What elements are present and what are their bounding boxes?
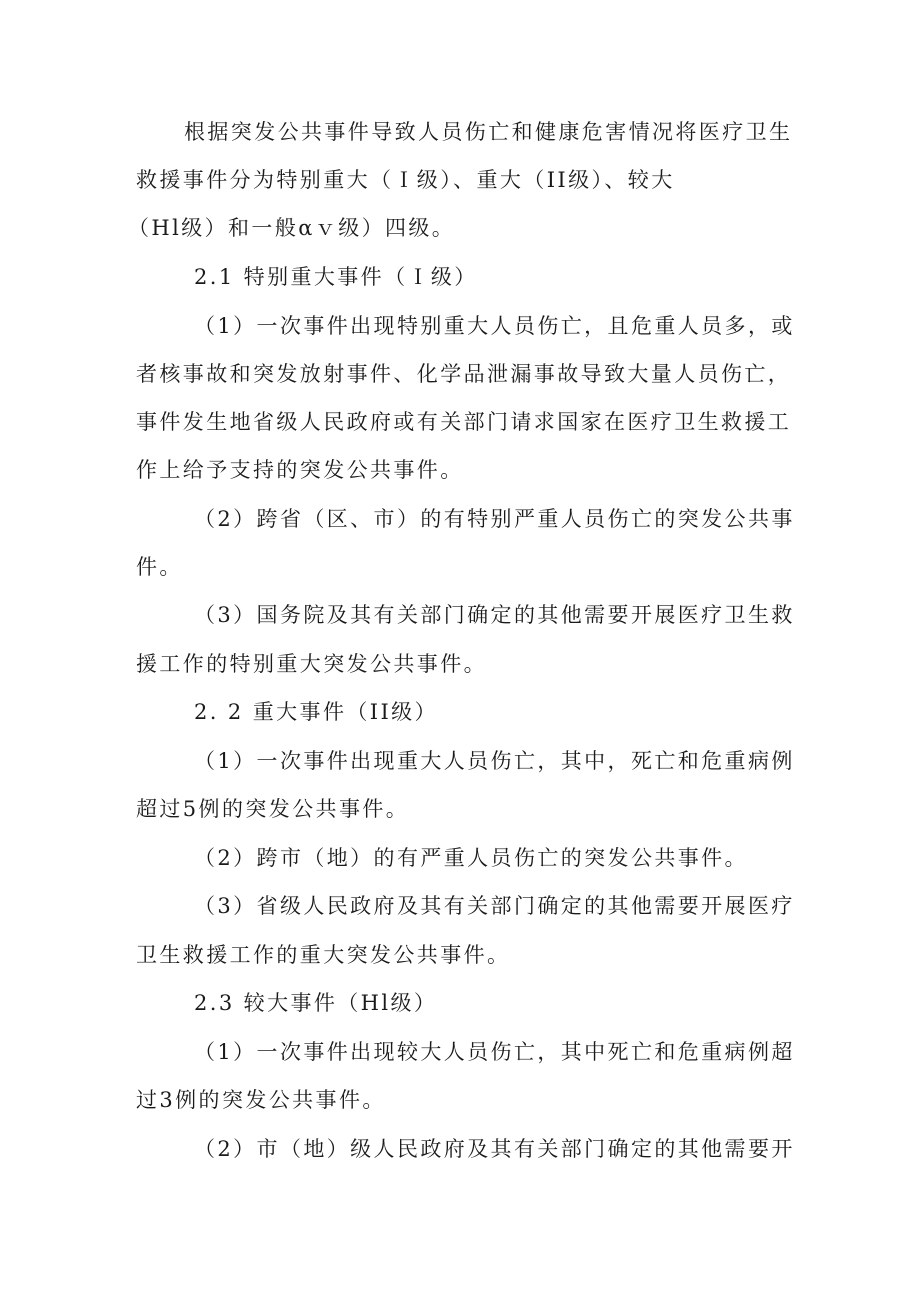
paragraph-line: （Hl级）和一般αｖ级）四级。 [128, 216, 456, 240]
paragraph-line: （1）一次事件出现重大人员伤亡，其中，死亡和危重病例 [194, 749, 795, 773]
paragraph-line: （2）跨省（区、市）的有特别严重人员伤亡的突发公共事 [194, 507, 795, 531]
paragraph-line: （2）市（地）级人民政府及其有关部门确定的其他需要开 [194, 1137, 795, 1161]
section-heading: 2. 2 重大事件（II级） [194, 700, 438, 724]
paragraph-line: （1）一次事件出现特别重大人员伤亡，且危重人员多，或 [194, 314, 795, 338]
paragraph-line: （3）省级人民政府及其有关部门确定的其他需要开展医疗 [194, 894, 795, 918]
paragraph-line: （1）一次事件出现较大人员伤亡，其中死亡和危重病例超 [194, 1040, 795, 1064]
paragraph-line: 根据突发公共事件导致人员伤亡和健康危害情况将医疗卫生 [184, 120, 793, 144]
paragraph-line: （2）跨市（地）的有严重人员伤亡的突发公共事件。 [194, 846, 748, 870]
paragraph-line: 超过5例的突发公共事件。 [136, 797, 410, 821]
paragraph-line: （3）国务院及其有关部门确定的其他需要开展医疗卫生救 [194, 603, 795, 627]
paragraph-line: 者核事故和突发放射事件、化学品泄漏事故导致大量人员伤亡， [136, 362, 792, 386]
paragraph-line: 作上给予支持的突发公共事件。 [136, 458, 464, 482]
paragraph-line: 援工作的特别重大突发公共事件。 [136, 652, 487, 676]
section-heading: 2.3 较大事件（Hl级） [194, 991, 438, 1015]
section-heading: 2.1 特别重大事件（Ｉ级） [194, 265, 478, 289]
paragraph-line: 卫生救援工作的重大突发公共事件。 [136, 943, 511, 967]
paragraph-line: 件。 [136, 555, 183, 579]
paragraph-line: 事件发生地省级人民政府或有关部门请求国家在医疗卫生救援工 [136, 410, 792, 434]
paragraph-line: 过3例的突发公共事件。 [136, 1088, 386, 1112]
paragraph-line: 救援事件分为特别重大（Ｉ级）、重大（II级）、较大 [136, 168, 675, 192]
